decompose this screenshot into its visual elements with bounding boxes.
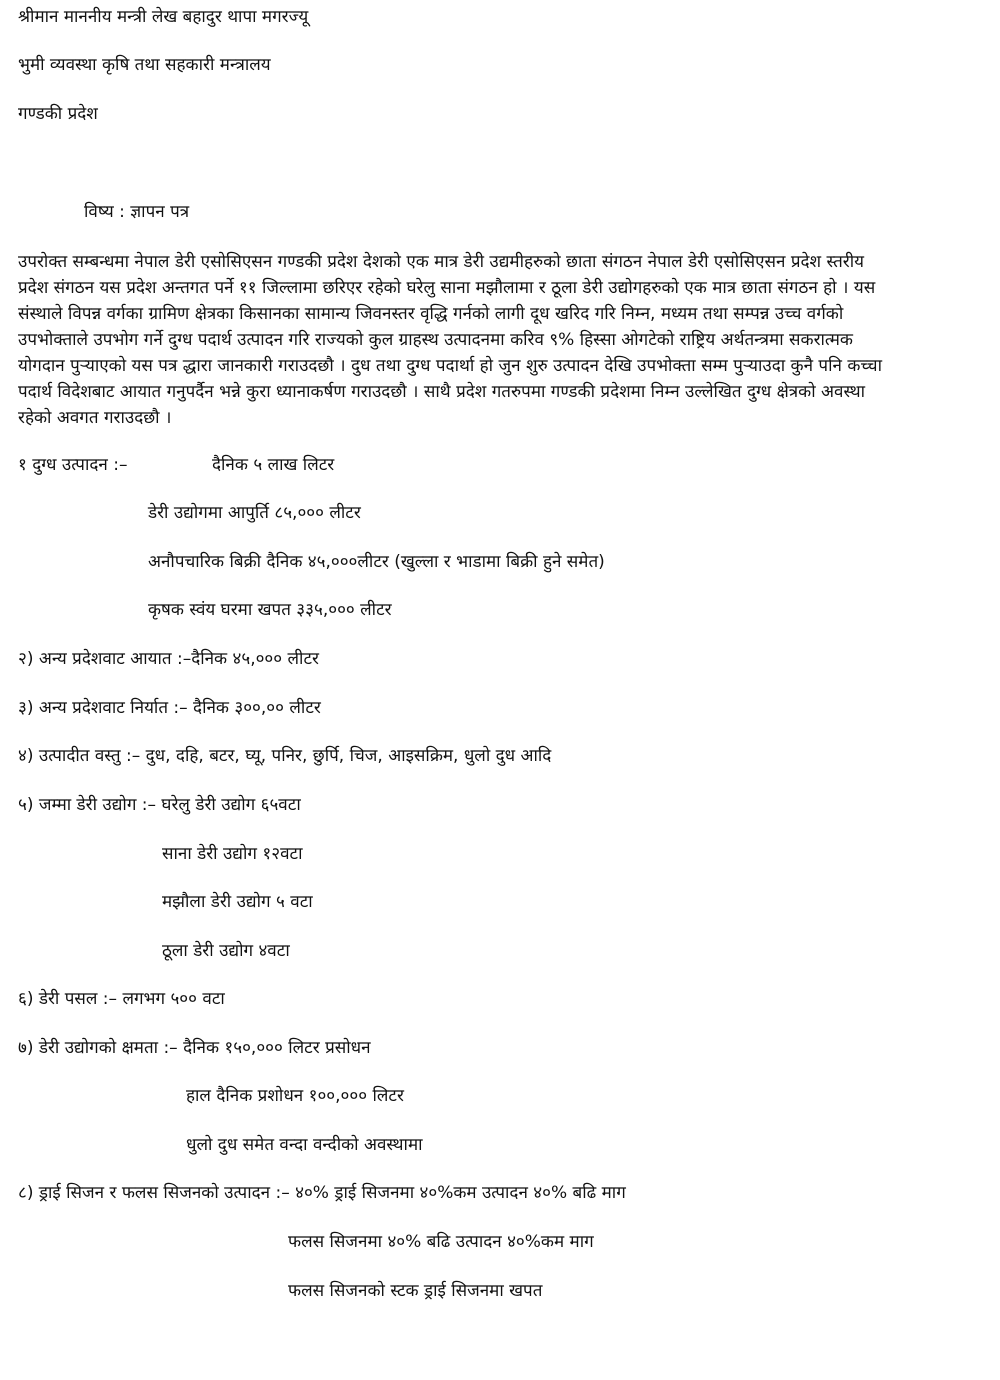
intro-line: उपरोक्त सम्बन्धमा नेपाल डेरी एसोसिएसन गण्डकी प्रदेश देशको एक मात्र डेरी उद्यमीहरुको छाता संगठन नेपाल डेरी एसोसिएसन प्रदेश स्तरीय xyxy=(18,252,865,272)
item-8-sub: फलस सिजनको स्टक ड्राई सिजनमा खपत xyxy=(288,1281,543,1301)
intro-line: पदार्थ विदेशबाट आयात गनुपर्दैन भन्ने कुरा ध्यानाकर्षण गराउदछौ । साथै प्रदेश गतरुपमा गण्डकी प्रदेशमा निम्न उल्लेखित दुग्ध क्षेत्रको अवस्था xyxy=(18,382,866,402)
item-5: ५) जम्मा डेरी उद्योग :– घरेलु डेरी उद्योग ६५वटा xyxy=(18,795,301,815)
item-2: २) अन्य प्रदेशवाट आयात :–दैनिक ४५,००० लीटर xyxy=(18,649,319,669)
item-8: ८) ड्राई सिजन र फलस सिजनको उत्पादन :– ४०% ड्राई सिजनमा ४०%कम उत्पादन ४०% बढि माग xyxy=(18,1183,626,1203)
item-1-sub: डेरी उद्योगमा आपुर्ति ८५,००० लीटर xyxy=(148,503,361,523)
item-7: ७) डेरी उद्योगको क्षमता :– दैनिक १५०,००० लिटर प्रसोधन xyxy=(18,1038,371,1058)
item-7-sub: धुलो दुध समेत वन्दा वन्दीको अवस्थामा xyxy=(186,1135,423,1155)
item-5-sub: साना डेरी उद्योग १२वटा xyxy=(162,844,303,864)
subject-line: विष्य : ज्ञापन पत्र xyxy=(84,202,190,222)
intro-paragraph xyxy=(18,249,982,431)
intro-line: प्रदेश संगठन यस प्रदेश अन्तगत पर्ने ११ जिल्लामा छरिएर रहेको घरेलु साना मझौलामा र ठूला डेरी उद्योगहरुको एक मात्र छाता संगठन हो । यस xyxy=(18,278,876,298)
item-5-sub: मझौला डेरी उद्योग ५ वटा xyxy=(162,892,313,912)
item-7-sub: हाल दैनिक प्रशोधन १००,००० लिटर xyxy=(186,1086,404,1106)
intro-line: उपभोक्ताले उपभोग गर्ने दुग्ध पदार्थ उत्पादन गरि राज्यको कुल ग्राहस्थ उत्पादनमा करिव ९% हिस्सा ओगटेको राष्ट्रिय अर्थतन्त्रमा सकरात्मक xyxy=(18,330,853,350)
item-6: ६) डेरी पसल :– लगभग ५०० वटा xyxy=(18,989,225,1009)
item-1-sub: कृषक स्वंय घरमा खपत ३३५,००० लीटर xyxy=(148,600,392,620)
item-3: ३) अन्य प्रदेशवाट निर्यात :– दैनिक ३००,०० लीटर xyxy=(18,698,321,718)
intro-line: योगदान पुर्‍याएको यस पत्र द्धारा जानकारी गराउदछौ । दुध तथा दुग्ध पदार्था हो जुन शुरु उत्पादन देखि उपभोक्ता सम्म पुर्‍याउदा कुनै पनि कच्चा xyxy=(18,356,882,376)
item-1-label: १ दुग्ध उत्पादन :– xyxy=(18,455,128,475)
item-8-sub: फलस सिजनमा ४०% बढि उत्पादन ४०%कम माग xyxy=(288,1232,594,1252)
item-1-sub: अनौपचारिक बिक्री दैनिक ४५,०००लीटर (खुल्ला र भाडामा बिक्री हुने समेत) xyxy=(148,552,605,572)
item-1-value: दैनिक ५ लाख लिटर xyxy=(212,455,335,475)
item-5-sub: ठूला डेरी उद्योग ४वटा xyxy=(162,941,290,961)
province-line: गण्डकी प्रदेश xyxy=(18,104,98,124)
item-4: ४) उत्पादीत वस्तु :– दुध, दहि, बटर, घ्यू, पनिर, छुर्पि, चिज, आइसक्रिम, धुलो दुध आदि xyxy=(18,746,552,766)
recipient-line: श्रीमान माननीय मन्त्री लेख बहादुर थापा मगरज्यू xyxy=(18,7,309,27)
intro-line: संस्थाले विपन्न वर्गका ग्रामिण क्षेत्रका किसानका सामान्य जिवनस्तर वृद्धि गर्नको लागी दूध खरिद गरि निम्न, मध्यम तथा सम्पन्न उच्च वर्गको xyxy=(18,304,844,324)
ministry-line: भुमी व्यवस्था कृषि तथा सहकारी मन्त्रालय xyxy=(18,55,271,75)
intro-line: रहेको अवगत गराउदछौ । xyxy=(18,408,172,428)
